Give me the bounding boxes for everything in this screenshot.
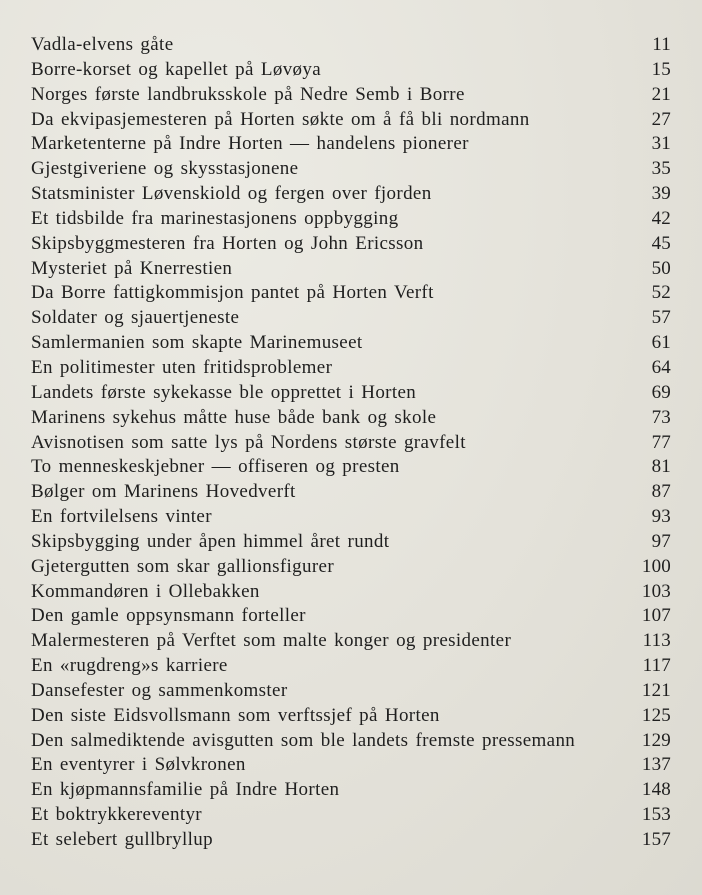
toc-entry-title: Vadla-elvens gåte xyxy=(31,34,174,55)
toc-entry-title: Skipsbygging under åpen himmel året rundt xyxy=(31,530,390,552)
toc-entry-title: Marketenterne på Indre Horten — handelens pionerer xyxy=(31,133,469,155)
toc-entry-title: Da Borre fattigkommisjon pantet på Horten Verft xyxy=(31,282,434,304)
toc-entry-page-number: 129 xyxy=(641,729,671,751)
toc-entry-title: To menneskeskjebner — offiseren og presten xyxy=(31,456,400,478)
toc-entry-page-number: 50 xyxy=(651,257,671,279)
toc-entry-page-number: 15 xyxy=(651,58,671,80)
toc-entry-page-number: 11 xyxy=(652,34,671,55)
toc-entry-title: Bølger om Marinens Hovedverft xyxy=(31,481,296,503)
toc-entry-page-number: 69 xyxy=(651,381,671,403)
toc-entry-title: Et boktrykkereventyr xyxy=(31,804,202,826)
toc-entry xyxy=(31,729,671,754)
toc-entry-page-number: 45 xyxy=(651,232,671,254)
toc-entry-title: Dansefester og sammenkomster xyxy=(31,679,288,701)
toc-entry-title: En eventyrer i Sølvkronen xyxy=(31,754,246,776)
toc-entry-title: Da ekvipasjemesteren på Horten søkte om å få bli nordmann xyxy=(31,108,530,130)
toc-entry-page-number: 121 xyxy=(641,679,671,701)
toc-entry-title: En «rugdreng»s karriere xyxy=(31,655,228,677)
toc-entry-page-number: 153 xyxy=(641,804,671,826)
toc-entry-page-number: 42 xyxy=(651,207,671,229)
toc-entry-page-number: 52 xyxy=(651,282,671,304)
toc-entry-title: Malermesteren på Verftet som malte konger og presidenter xyxy=(31,630,512,652)
toc-entry-page-number: 137 xyxy=(641,754,671,776)
toc-entry-title: Kommandøren i Ollebakken xyxy=(31,580,260,602)
toc-entry xyxy=(31,356,671,381)
toc-entry-title: Skipsbyggmesteren fra Horten og John Ericsson xyxy=(31,232,424,254)
toc-entry-page-number: 148 xyxy=(641,779,671,801)
toc-entry-title: Den salmediktende avisgutten som ble landets fremste pressemann xyxy=(31,729,576,751)
toc-entry-page-number: 113 xyxy=(642,630,671,652)
toc-entry xyxy=(31,704,671,729)
toc-entry xyxy=(31,207,671,232)
toc-entry-page-number: 157 xyxy=(641,829,671,850)
toc-entry xyxy=(31,306,671,331)
toc-entry xyxy=(31,331,671,356)
toc-entry xyxy=(31,83,671,108)
toc-entry xyxy=(31,679,671,704)
toc-entry xyxy=(31,654,671,679)
toc-entry-title: En politimester uten fritidsproblemer xyxy=(31,356,333,378)
toc-entry-page-number: 73 xyxy=(651,406,671,428)
toc-entry xyxy=(31,828,671,853)
toc-entry-title: Landets første sykekasse ble opprettet i Horten xyxy=(31,381,417,403)
toc-entry-page-number: 21 xyxy=(651,83,671,105)
toc-entry-title: Et tidsbilde fra marinestasjonens oppbygging xyxy=(31,207,399,229)
toc-entry xyxy=(31,455,671,480)
toc-entry xyxy=(31,132,671,157)
toc-entry xyxy=(31,281,671,306)
toc-entry-title: Borre-korset og kapellet på Løvøya xyxy=(31,58,322,80)
toc-entry xyxy=(31,232,671,257)
toc-entry-page-number: 31 xyxy=(651,133,671,155)
toc-entry-title: Gjetergutten som skar gallionsfigurer xyxy=(31,555,335,577)
toc-entry-title: Marinens sykehus måtte huse både bank og skole xyxy=(31,406,437,428)
toc-entry-title: Soldater og sjauertjeneste xyxy=(31,307,240,329)
toc-entry xyxy=(31,555,671,580)
toc-entry xyxy=(31,108,671,133)
toc-entry-page-number: 103 xyxy=(641,580,671,602)
toc-entry-page-number: 93 xyxy=(651,506,671,528)
toc-entry-page-number: 64 xyxy=(651,356,671,378)
toc-entry-title: Avisnotisen som satte lys på Nordens største gravfelt xyxy=(31,431,466,453)
toc-entry xyxy=(31,157,671,182)
toc-entry xyxy=(31,629,671,654)
toc-entry-title: Statsminister Løvenskiold og fergen over fjorden xyxy=(31,183,432,205)
toc-entry xyxy=(31,530,671,555)
toc-entry xyxy=(31,182,671,207)
toc-entry xyxy=(31,406,671,431)
toc-entry xyxy=(31,480,671,505)
toc-entry-page-number: 87 xyxy=(651,481,671,503)
table-of-contents xyxy=(31,33,671,853)
toc-entry-title: Mysteriet på Knerrestien xyxy=(31,257,233,279)
toc-entry xyxy=(31,604,671,629)
toc-entry-title: En fortvilelsens vinter xyxy=(31,506,212,528)
toc-entry xyxy=(31,257,671,282)
toc-entry xyxy=(31,58,671,83)
toc-entry-page-number: 57 xyxy=(651,307,671,329)
toc-entry-title: Samlermanien som skapte Marinemuseet xyxy=(31,332,363,354)
toc-entry-title: Et selebert gullbryllup xyxy=(31,829,213,850)
toc-entry xyxy=(31,33,671,58)
toc-entry-title: Gjestgiveriene og skysstasjonene xyxy=(31,158,299,180)
toc-entry-page-number: 117 xyxy=(642,655,671,677)
toc-entry-page-number: 27 xyxy=(651,108,671,130)
toc-entry-title: En kjøpmannsfamilie på Indre Horten xyxy=(31,779,340,801)
toc-entry-title: Norges første landbruksskole på Nedre Semb i Borre xyxy=(31,83,465,105)
toc-entry xyxy=(31,505,671,530)
toc-entry xyxy=(31,381,671,406)
toc-entry-page-number: 35 xyxy=(651,158,671,180)
toc-entry-page-number: 81 xyxy=(651,456,671,478)
toc-entry-title: Den siste Eidsvollsmann som verftssjef på Horten xyxy=(31,704,440,726)
toc-entry-page-number: 107 xyxy=(641,605,671,627)
toc-entry xyxy=(31,580,671,605)
toc-entry-page-number: 100 xyxy=(641,555,671,577)
toc-entry xyxy=(31,778,671,803)
toc-entry-page-number: 97 xyxy=(651,530,671,552)
toc-entry-page-number: 125 xyxy=(641,704,671,726)
toc-entry-page-number: 61 xyxy=(651,332,671,354)
toc-entry xyxy=(31,753,671,778)
toc-entry-title: Den gamle oppsynsmann forteller xyxy=(31,605,306,627)
toc-entry-page-number: 39 xyxy=(651,183,671,205)
toc-entry xyxy=(31,431,671,456)
toc-entry xyxy=(31,803,671,828)
toc-entry-page-number: 77 xyxy=(651,431,671,453)
